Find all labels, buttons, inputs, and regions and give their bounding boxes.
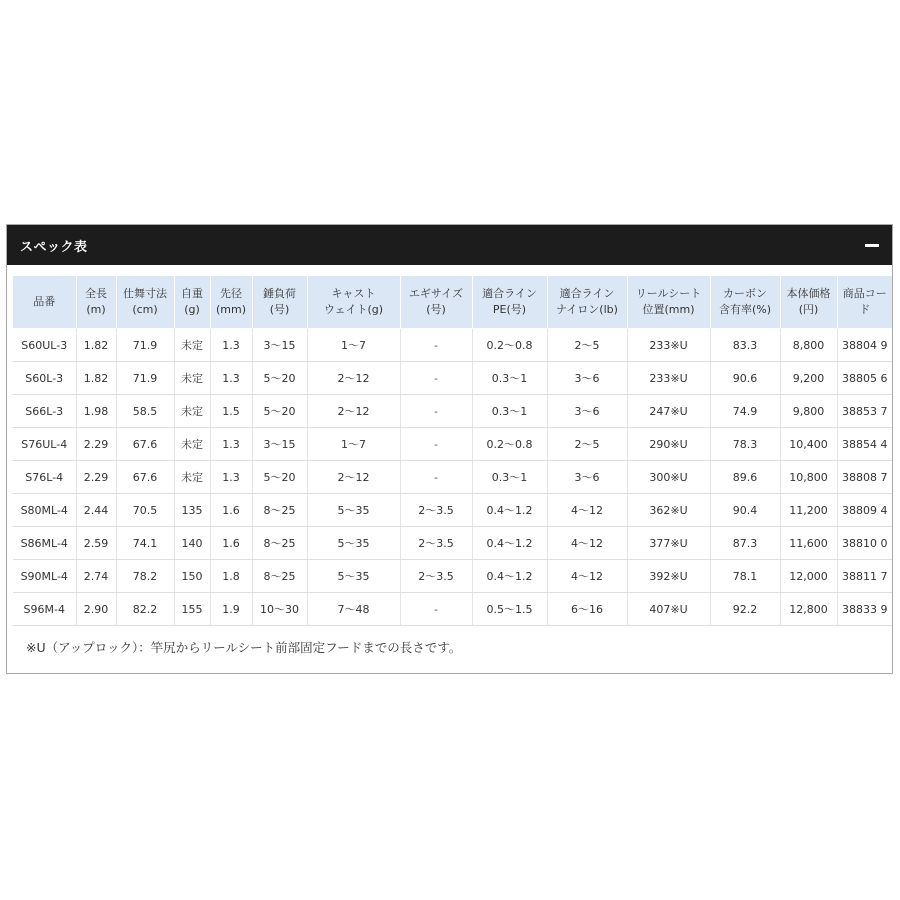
column-header <box>400 276 472 329</box>
table-cell: 233※U <box>627 362 710 395</box>
model-cell: S76L-4 <box>13 461 76 494</box>
table-cell: 10〜30 <box>252 593 307 626</box>
table-cell: 2.44 <box>76 494 116 527</box>
table-row <box>13 494 892 527</box>
table-cell: 3〜15 <box>252 428 307 461</box>
table-cell: 89.6 <box>710 461 780 494</box>
table-cell: 67.6 <box>116 428 174 461</box>
table-cell: 155 <box>174 593 210 626</box>
table-cell: 407※U <box>627 593 710 626</box>
table-cell: 233※U <box>627 329 710 362</box>
table-cell: 38809 4 <box>837 494 892 527</box>
table-cell: 78.2 <box>116 560 174 593</box>
table-row <box>13 362 892 395</box>
column-header-label: エギサイズ <box>408 287 464 300</box>
table-body <box>13 329 892 626</box>
column-header-label: キャスト <box>331 287 376 300</box>
panel-header[interactable] <box>7 225 892 265</box>
table-cell: 1.6 <box>210 527 252 560</box>
table-cell: 7〜48 <box>307 593 400 626</box>
column-header <box>210 276 252 329</box>
table-cell: 70.5 <box>116 494 174 527</box>
column-header <box>13 276 76 329</box>
spec-table-wrapper <box>13 276 892 626</box>
table-row <box>13 560 892 593</box>
table-cell: - <box>400 329 472 362</box>
model-cell: S86ML-4 <box>13 527 76 560</box>
table-cell: 0.3〜1 <box>472 395 547 428</box>
table-cell: 2.59 <box>76 527 116 560</box>
table-cell: 4〜12 <box>547 527 627 560</box>
table-cell: 2.90 <box>76 593 116 626</box>
table-cell: 6〜16 <box>547 593 627 626</box>
table-cell: 3〜6 <box>547 362 627 395</box>
model-cell: S96M-4 <box>13 593 76 626</box>
table-cell: 140 <box>174 527 210 560</box>
table-cell: 58.5 <box>116 395 174 428</box>
table-cell: 38805 6 <box>837 362 892 395</box>
table-cell: 0.4〜1.2 <box>472 494 547 527</box>
table-cell: 4〜12 <box>547 494 627 527</box>
table-cell: 0.4〜1.2 <box>472 560 547 593</box>
column-header <box>174 276 210 329</box>
model-cell: S90ML-4 <box>13 560 76 593</box>
table-cell: 38833 9 <box>837 593 892 626</box>
table-cell: 0.3〜1 <box>472 461 547 494</box>
column-header-label: ナイロン(lb) <box>556 303 618 316</box>
table-cell: 10,800 <box>780 461 837 494</box>
table-cell: - <box>400 395 472 428</box>
table-cell: 1〜7 <box>307 428 400 461</box>
table-cell: 290※U <box>627 428 710 461</box>
table-row <box>13 395 892 428</box>
table-cell: 2〜3.5 <box>400 560 472 593</box>
table-cell: 83.3 <box>710 329 780 362</box>
table-cell: 78.1 <box>710 560 780 593</box>
column-header <box>307 276 400 329</box>
table-cell: 74.9 <box>710 395 780 428</box>
column-header-label: (g) <box>184 303 200 316</box>
model-cell: S66L-3 <box>13 395 76 428</box>
column-header-label: 自重 <box>181 287 203 300</box>
table-cell: - <box>400 428 472 461</box>
table-cell: 0.2〜0.8 <box>472 428 547 461</box>
table-cell: 5〜20 <box>252 461 307 494</box>
table-row <box>13 329 892 362</box>
column-header-label: 先径 <box>220 287 242 300</box>
table-cell: 38811 7 <box>837 560 892 593</box>
footnote: ※U（アップロック）：竿尻からリールシート前部固定フードまでの長さです。 <box>26 640 462 655</box>
table-cell: 0.2〜0.8 <box>472 329 547 362</box>
model-cell: S80ML-4 <box>13 494 76 527</box>
column-header <box>116 276 174 329</box>
column-header-label: 適合ライン <box>482 287 537 300</box>
table-cell: 362※U <box>627 494 710 527</box>
column-header-label: (cm) <box>132 303 158 316</box>
table-cell: 74.1 <box>116 527 174 560</box>
column-header-label: 本体価格 <box>786 287 831 300</box>
table-cell: 1.3 <box>210 428 252 461</box>
table-cell: 8〜25 <box>252 494 307 527</box>
column-header <box>710 276 780 329</box>
column-header-label: 仕舞寸法 <box>123 287 167 300</box>
column-header-label: (mm) <box>215 303 246 316</box>
table-cell: 1.8 <box>210 560 252 593</box>
table-cell: 38810 0 <box>837 527 892 560</box>
table-cell: 12,000 <box>780 560 837 593</box>
table-cell: 67.6 <box>116 461 174 494</box>
table-cell: 11,600 <box>780 527 837 560</box>
table-cell: 1.6 <box>210 494 252 527</box>
table-cell: 8〜25 <box>252 560 307 593</box>
table-cell: 38854 4 <box>837 428 892 461</box>
table-row <box>13 428 892 461</box>
column-header <box>472 276 547 329</box>
table-cell: 2.29 <box>76 428 116 461</box>
table-cell: 2〜3.5 <box>400 527 472 560</box>
table-cell: 5〜35 <box>307 494 400 527</box>
table-cell: 8,800 <box>780 329 837 362</box>
table-cell: 8〜25 <box>252 527 307 560</box>
column-header-label: 含有率(%) <box>718 303 772 316</box>
column-header <box>627 276 710 329</box>
column-header <box>547 276 627 329</box>
column-header-label: PE(号) <box>492 303 527 316</box>
table-cell: 2〜5 <box>547 329 627 362</box>
model-cell: S76UL-4 <box>13 428 76 461</box>
table-cell: 135 <box>174 494 210 527</box>
table-cell: 0.3〜1 <box>472 362 547 395</box>
table-cell: 71.9 <box>116 362 174 395</box>
table-cell: 0.5〜1.5 <box>472 593 547 626</box>
table-cell: 90.4 <box>710 494 780 527</box>
model-cell: S60UL-3 <box>13 329 76 362</box>
table-cell: 78.3 <box>710 428 780 461</box>
table-cell: 38853 7 <box>837 395 892 428</box>
table-cell: 9,200 <box>780 362 837 395</box>
table-cell: 2〜5 <box>547 428 627 461</box>
spec-panel <box>6 224 893 674</box>
minus-icon[interactable] <box>864 238 880 252</box>
table-cell: 9,800 <box>780 395 837 428</box>
table-cell: 0.4〜1.2 <box>472 527 547 560</box>
table-cell: 2〜3.5 <box>400 494 472 527</box>
column-header-label: 適合ライン <box>559 287 615 300</box>
table-cell: 1.9 <box>210 593 252 626</box>
table-cell: 1.82 <box>76 329 116 362</box>
table-row <box>13 461 892 494</box>
table-cell: 1.98 <box>76 395 116 428</box>
table-cell: 1.3 <box>210 461 252 494</box>
table-cell: 3〜15 <box>252 329 307 362</box>
table-cell: 10,400 <box>780 428 837 461</box>
column-header-label: 位置(mm) <box>642 303 695 316</box>
table-cell: 1.5 <box>210 395 252 428</box>
column-header <box>76 276 116 329</box>
table-cell: 150 <box>174 560 210 593</box>
table-cell: 未定 <box>174 362 210 395</box>
table-cell: 2〜12 <box>307 461 400 494</box>
table-cell: 4〜12 <box>547 560 627 593</box>
column-header <box>252 276 307 329</box>
column-header-label: (号) <box>269 303 290 316</box>
column-header-label: (号) <box>426 303 446 316</box>
table-cell: 2.74 <box>76 560 116 593</box>
column-header-label: (円) <box>798 303 819 316</box>
table-cell: 5〜20 <box>252 395 307 428</box>
table-cell: 5〜35 <box>307 527 400 560</box>
table-cell: 377※U <box>627 527 710 560</box>
column-header <box>780 276 837 329</box>
spec-table <box>13 276 892 626</box>
column-header-label: 全長 <box>85 287 107 300</box>
model-cell: S60L-3 <box>13 362 76 395</box>
panel-title: スペック表 <box>20 239 88 255</box>
table-cell: 2〜12 <box>307 362 400 395</box>
table-cell: 5〜35 <box>307 560 400 593</box>
column-header-label: 品番 <box>33 295 56 308</box>
table-row <box>13 527 892 560</box>
table-cell: 1.3 <box>210 329 252 362</box>
table-cell: 87.3 <box>710 527 780 560</box>
table-cell: 12,800 <box>780 593 837 626</box>
table-cell: 2〜12 <box>307 395 400 428</box>
column-header-label: ウェイト(g) <box>323 303 384 316</box>
table-cell: 未定 <box>174 395 210 428</box>
table-cell: 392※U <box>627 560 710 593</box>
column-header-label: リールシート <box>635 287 702 300</box>
column-header-label: 商品コード <box>842 287 887 316</box>
table-cell: 90.6 <box>710 362 780 395</box>
table-cell: 11,200 <box>780 494 837 527</box>
column-header-label: カーボン <box>723 287 767 300</box>
table-header-row <box>13 276 892 329</box>
table-row <box>13 593 892 626</box>
table-cell: 82.2 <box>116 593 174 626</box>
table-cell: 未定 <box>174 428 210 461</box>
column-header-label: (m) <box>86 303 106 316</box>
table-cell: 5〜20 <box>252 362 307 395</box>
column-header <box>837 276 892 329</box>
column-header-label: 錘負荷 <box>263 287 296 300</box>
table-cell: 3〜6 <box>547 461 627 494</box>
table-cell: 247※U <box>627 395 710 428</box>
table-cell: 3〜6 <box>547 395 627 428</box>
table-cell: - <box>400 461 472 494</box>
table-cell: 未定 <box>174 461 210 494</box>
table-cell: 38808 7 <box>837 461 892 494</box>
table-cell: 1.82 <box>76 362 116 395</box>
table-cell: 1〜7 <box>307 329 400 362</box>
table-cell: 71.9 <box>116 329 174 362</box>
table-cell: 未定 <box>174 329 210 362</box>
table-cell: 2.29 <box>76 461 116 494</box>
table-cell: 92.2 <box>710 593 780 626</box>
table-cell: - <box>400 362 472 395</box>
table-cell: 38804 9 <box>837 329 892 362</box>
table-cell: 300※U <box>627 461 710 494</box>
table-cell: 1.3 <box>210 362 252 395</box>
table-cell: - <box>400 593 472 626</box>
